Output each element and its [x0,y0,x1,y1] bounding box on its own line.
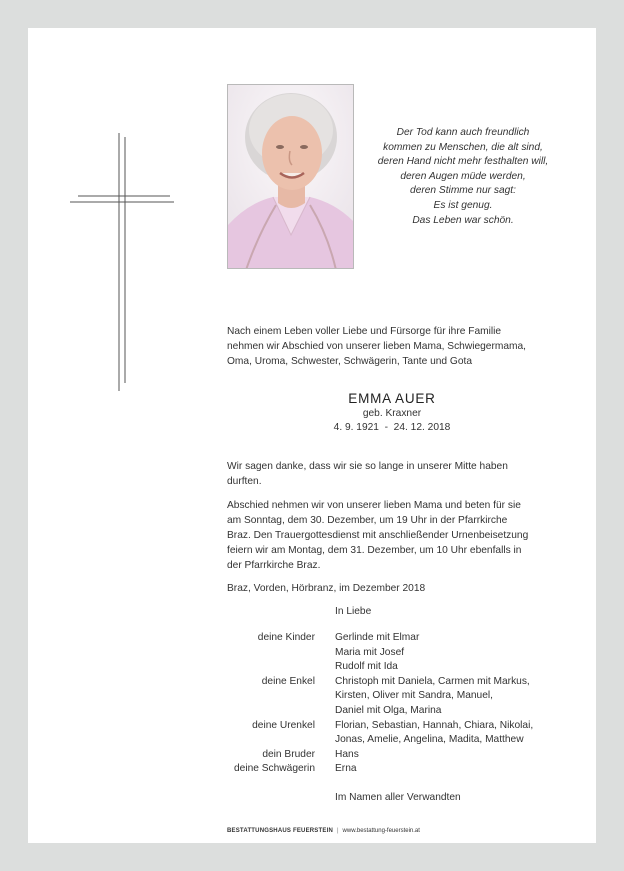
maiden-name: geb. Kraxner [362,408,422,419]
in-love: In Liebe [335,606,372,617]
family-member: Hans [335,748,359,760]
funeral-text: ebenfalls in [467,545,522,556]
family-member: Gerlinde mit Elmar [335,632,420,643]
company-name: BESTATTUNGSHAUS FEUERSTEIN [227,828,333,834]
family-label: deine Schwägerin [234,763,315,775]
funeral-line [227,543,557,558]
funeral-line: der Pfarrkirche Braz. [227,560,321,571]
intro-line: nehmen wir Abschied von unserer lieben Mama, Schwiegermama, [227,341,526,352]
family-group-children [227,631,567,675]
family-member: Christoph mit Daniela, Carmen mit Markus, [335,675,530,687]
funeral-paragraph [227,498,557,573]
family-member: Jonas, Amelie, Angelina, Madita, Matthew [335,734,524,746]
poem-line: Der Tod kann auch freundlich [396,127,530,138]
thanks-line: Wir sagen danke, dass wir sie so lange in unserer Mitte haben [227,461,508,472]
family-group-sister-in-law [227,762,567,777]
closing-line: Im Namen aller Verwandten [335,792,461,803]
poem-line: deren Stimme nur sagt: [410,185,516,197]
poem-line: deren Hand nicht mehr festhalten will, [377,156,549,168]
funeral-text: in der Pfarrkirche [426,515,508,526]
poem-line: deren Augen müde werden, [400,170,526,182]
family-label: deine Urenkel [252,719,315,731]
funeral-text: am [227,515,244,526]
funeral-text: feiern wir am [227,545,289,556]
intro-line: Oma, Uroma, Schwester, Schwägerin, Tante und Gota [227,356,472,367]
funeral-line: Braz. Den Trauergottesdienst mit anschließender Urnenbeisetzung [227,530,529,541]
place-date: Braz, Vorden, Hörbranz, im Dezember 2018 [227,583,426,594]
poem-line: Es ist genug. [433,199,493,211]
footer-separator: | [336,828,339,834]
intro-line: Nach einem Leben voller Liebe und Fürsorge für ihre Familie [227,326,502,337]
funeral-line: Abschied nehmen wir von unserer lieben Mama und beten für sie [227,500,521,511]
family-member: Maria mit Josef [335,646,405,658]
family-member: Daniel mit Olga, Marina [335,704,442,716]
family-label: dein Bruder [262,748,315,760]
family-member: Kirsten, Oliver mit Sandra, Manuel, [335,690,493,702]
intro-text [227,324,557,369]
footer [227,828,420,834]
service-date: Montag, dem 31. Dezember, um 10 Uhr [288,545,468,556]
family-member: Florian, Sebastian, Hannah, Chiara, Nikolai, [335,719,534,731]
portrait-photo [227,84,354,269]
family-group-brother [227,748,567,763]
deceased-name: EMMA AUER [348,391,436,406]
rosary-date: Sonntag, dem 30. Dezember, um 19 Uhr [243,515,427,526]
family-member: Rudolf mit Ida [335,661,398,673]
family-list [227,631,567,777]
poem-line: Das Leben war schön. [412,214,514,226]
family-member: Erna [335,763,357,775]
family-group-great-grandchildren [227,719,567,748]
family-group-grandchildren [227,675,567,719]
family-label: deine Enkel [261,675,315,687]
life-dates: 4. 9. 1921 - 24. 12. 2018 [333,422,451,433]
cross-icon [70,133,174,391]
website-link[interactable]: www.bestattung-feuerstein.at [342,828,420,834]
thanks-paragraph [227,459,557,489]
family-label: deine Kinder [257,632,315,643]
poem [364,126,562,228]
poem-line: kommen zu Menschen, die alt sind, [383,141,543,153]
thanks-line: durften. [227,476,262,487]
funeral-line [227,513,557,528]
